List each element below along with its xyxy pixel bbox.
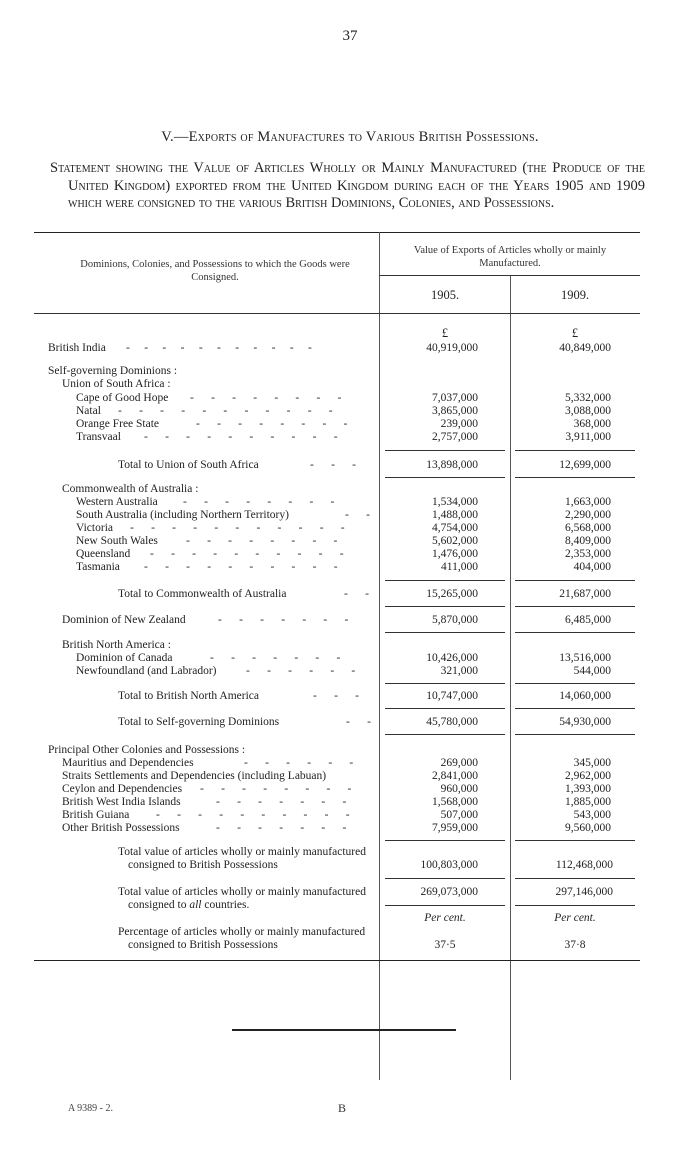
row-label: Dominion of New Zealand [62,614,186,626]
group-heading: Self-governing Dominions : [48,365,178,377]
value-1909: 3,911,000 [565,431,611,443]
table-row [48,639,638,652]
group-heading: Commonwealth of Australia : [62,483,199,495]
leader-dots: - - - [310,459,356,471]
subtotal-rule [385,708,505,709]
year-header-rule [379,275,640,276]
value-1909: 1,663,000 [565,496,611,508]
value-1909: 404,000 [573,561,611,573]
value-1905: 321,000 [440,665,478,677]
row-label: Victoria [76,522,113,534]
value-1905: 3,865,000 [432,405,478,417]
table-row [48,392,638,405]
value-1909: 21,687,000 [559,588,611,600]
leader-dots: - - - - - - - - [183,496,335,508]
leader-dots: - - - - - - - [210,652,341,664]
subtotal-rule [515,580,635,581]
closing-rule [232,1029,456,1031]
value-1905: 13,898,000 [426,459,478,471]
table-row [48,365,638,378]
row-label: Ceylon and Dependencies [62,783,183,795]
leader-dots: - - - - - - - [218,614,349,626]
statement-paragraph [50,160,645,213]
value-1905: 10,426,000 [426,652,478,664]
value-1905: 45,780,000 [426,716,478,728]
pct-1909: 37·8 [564,939,586,951]
total-all-1905: 269,073,000 [420,886,478,898]
subtotal-rule [515,606,635,607]
leader-dots: - - - - - - - - - - - [126,342,312,354]
leader-dots: - - [346,716,371,728]
subtotal-rule [385,905,505,906]
table-row [48,342,638,355]
value-1909: 54,930,000 [559,716,611,728]
subtotal-rule [385,878,505,879]
row-label: Orange Free State [76,418,160,430]
value-1905: 269,000 [440,757,478,769]
row-label: Other British Possessions [62,822,180,834]
row-label: Cape of Good Hope [76,392,169,404]
subtotal-rule [515,905,635,906]
total-label: Total to Self-governing Dominions [118,716,280,728]
value-1905: 411,000 [441,561,478,573]
total-all-tail: countries. [204,899,250,911]
leader-dots: - - - - - - - - [196,418,348,430]
value-1905: 7,037,000 [432,392,478,404]
value-1909: 1,885,000 [565,796,611,808]
total-all-text: Total value of articles wholly or mainly manufactured consigned to [118,886,366,911]
leader-dots: - - [345,509,370,521]
total-label: Total to Union of South Africa [118,459,259,471]
value-1905: 1,488,000 [432,509,478,521]
row-label: British India [48,342,106,354]
row-label: Transvaal [76,431,121,443]
table-row [48,378,638,391]
subtotal-rule [515,450,635,451]
value-1909: 6,485,000 [565,614,611,626]
table-row [48,822,638,835]
table-row [48,716,638,729]
leader-dots: - - - - - - - - - - - [118,405,333,417]
total-bp-1909: 112,468,000 [555,859,613,871]
table-row [48,561,638,574]
subtotal-rule [515,734,635,735]
subtotal-rule [515,683,635,684]
total-label: Total to British North America [118,690,260,702]
value-1909: 13,516,000 [559,652,611,664]
year-1905-header: 1905. [430,288,460,302]
value-1905: 507,000 [440,809,478,821]
table-row [48,770,638,783]
unit-1905: £ [441,326,449,340]
row-label: Natal [76,405,101,417]
value-1909: 8,409,000 [565,535,611,547]
row-label: Western Australia [76,496,158,508]
table-row [48,614,638,627]
group-heading: Union of South Africa : [62,378,171,390]
subtotal-rule [385,734,505,735]
subtotal-rule [385,606,505,607]
value-1909: 12,699,000 [559,459,611,471]
unit-1909: £ [571,326,579,340]
value-1909: 2,962,000 [565,770,611,782]
pct-1905: 37·5 [434,939,456,951]
table-row [48,744,638,757]
value-1905: 40,919,000 [426,342,478,354]
table-top-rule [34,232,640,233]
pct-unit-1905: Per cent. [424,912,466,924]
row-label: Straits Settlements and Dependencies (including Labuan) [62,770,327,782]
value-1909: 1,393,000 [565,783,611,795]
total-all-countries-label [118,886,386,912]
value-1909: 40,849,000 [559,342,611,354]
value-1905: 2,841,000 [432,770,478,782]
row-label: British West India Islands [62,796,181,808]
table-row [48,809,638,822]
subtotal-rule [515,878,635,879]
total-label: Total to Commonwealth of Australia [118,588,287,600]
subtotal-rule [385,580,505,581]
leader-dots: - - - - - - - - - - [144,561,338,573]
value-1905: 5,602,000 [432,535,478,547]
value-1905: 1,568,000 [432,796,478,808]
total-all-1909: 297,146,000 [555,886,613,898]
subtotal-rule [515,840,635,841]
total-bp-1905: 100,803,000 [420,859,478,871]
statement-text: Statement showing the Value of Articles Wholly or Mainly Manufactured (the Produce of the United Kingdom) exported from the United Kingdom during each of the Years 1905 and 1909 which were consigned to the various British Dominions, Colonies, and Possessions. [50,160,645,211]
value-1905: 960,000 [440,783,478,795]
value-1909: 3,088,000 [565,405,611,417]
table-row [48,757,638,770]
table-row [48,522,638,535]
total-all-emphasis: all [189,899,202,911]
year-1909-header: 1909. [560,288,590,302]
value-1905: 1,534,000 [432,496,478,508]
leader-dots: - - - - - - - - - - - [130,522,345,534]
value-1909: 2,353,000 [565,548,611,560]
subtotal-rule [515,477,635,478]
section-title: V.—Exports of Manufactures to Various British Possessions. [161,129,539,145]
subtotal-rule [385,840,505,841]
subtotal-rule [385,632,505,633]
subtotal-rule [385,683,505,684]
row-label: British Guiana [62,809,130,821]
leader-dots: - - - - - - - [216,822,347,834]
leader-dots: - - - - - - - - - - [144,431,338,443]
table-bottom-rule [34,960,640,961]
group-heading: Principal Other Colonies and Possessions : [48,744,246,756]
table-row [48,405,638,418]
table-row [48,496,638,509]
table-row [48,652,638,665]
leader-dots: - - - - - - [244,757,354,769]
table-row [48,690,638,703]
value-1909: 2,290,000 [565,509,611,521]
table-row [48,796,638,809]
value-1905: 239,000 [440,418,478,430]
table-row [48,535,638,548]
leader-dots: - - - - - - - - - - [156,809,350,821]
leader-dots: - - - - - - - [216,796,347,808]
leader-dots: - - - - - - [246,665,356,677]
pct-unit-1909: Per cent. [554,912,596,924]
table-row [48,548,638,561]
value-1909: 14,060,000 [559,690,611,702]
footer-signature: A 9389 - 2. [68,1103,113,1114]
row-label: Tasmania [76,561,120,573]
subtotal-rule [385,450,505,451]
value-1905: 5,870,000 [432,614,478,626]
value-1905: 4,754,000 [432,522,478,534]
group-heading: British North America : [62,639,171,651]
table-row [48,483,638,496]
table-row [48,459,638,472]
value-1909: 6,568,000 [565,522,611,534]
page-number: 37 [342,28,358,44]
subtotal-rule [385,477,505,478]
value-1905: 7,959,000 [432,822,478,834]
table-row [48,431,638,444]
value-group-header: Value of Exports of Articles wholly or mainly Manufactured. [413,245,607,269]
row-label: New South Wales [76,535,158,547]
table-row [48,783,638,796]
col-label-header: Dominions, Colonies, and Possessions to which the Goods were Consigned. [80,259,350,283]
subtotal-rule [515,632,635,633]
subtotal-rule [515,708,635,709]
value-1905: 1,476,000 [432,548,478,560]
leader-dots: - - - - - - - - [190,392,342,404]
value-1909: 5,332,000 [565,392,611,404]
value-1905: 10,747,000 [426,690,478,702]
value-1909: 345,000 [573,757,611,769]
row-label: Dominion of Canada [76,652,173,664]
value-1905: 15,265,000 [426,588,478,600]
leader-dots: - - - - - - - - - - [150,548,344,560]
table-row [48,509,638,522]
row-label: Queensland [76,548,131,560]
header-bottom-rule [34,313,640,314]
row-label: South Australia (including Northern Territory) [76,509,289,521]
table-row [48,665,638,678]
table-row [48,418,638,431]
total-british-possessions-label: Total value of articles wholly or mainly manufactured consigned to British Possessions [118,846,366,871]
value-1905: 2,757,000 [432,431,478,443]
leader-dots: - - [344,588,369,600]
value-1909: 368,000 [573,418,611,430]
percentage-label: Percentage of articles wholly or mainly manufactured consigned to British Possessions [118,926,366,951]
leader-dots: - - - - - - - - [186,535,338,547]
leader-dots: - - - - - - - - [200,783,352,795]
leader-dots: - - - [313,690,359,702]
value-1909: 544,000 [573,665,611,677]
row-label: Newfoundland (and Labrador) [76,665,217,677]
value-1909: 543,000 [573,809,611,821]
value-1909: 9,560,000 [565,822,611,834]
footer-sheet-letter: B [338,1101,347,1115]
row-label: Mauritius and Dependencies [62,757,194,769]
table-row [48,588,638,601]
